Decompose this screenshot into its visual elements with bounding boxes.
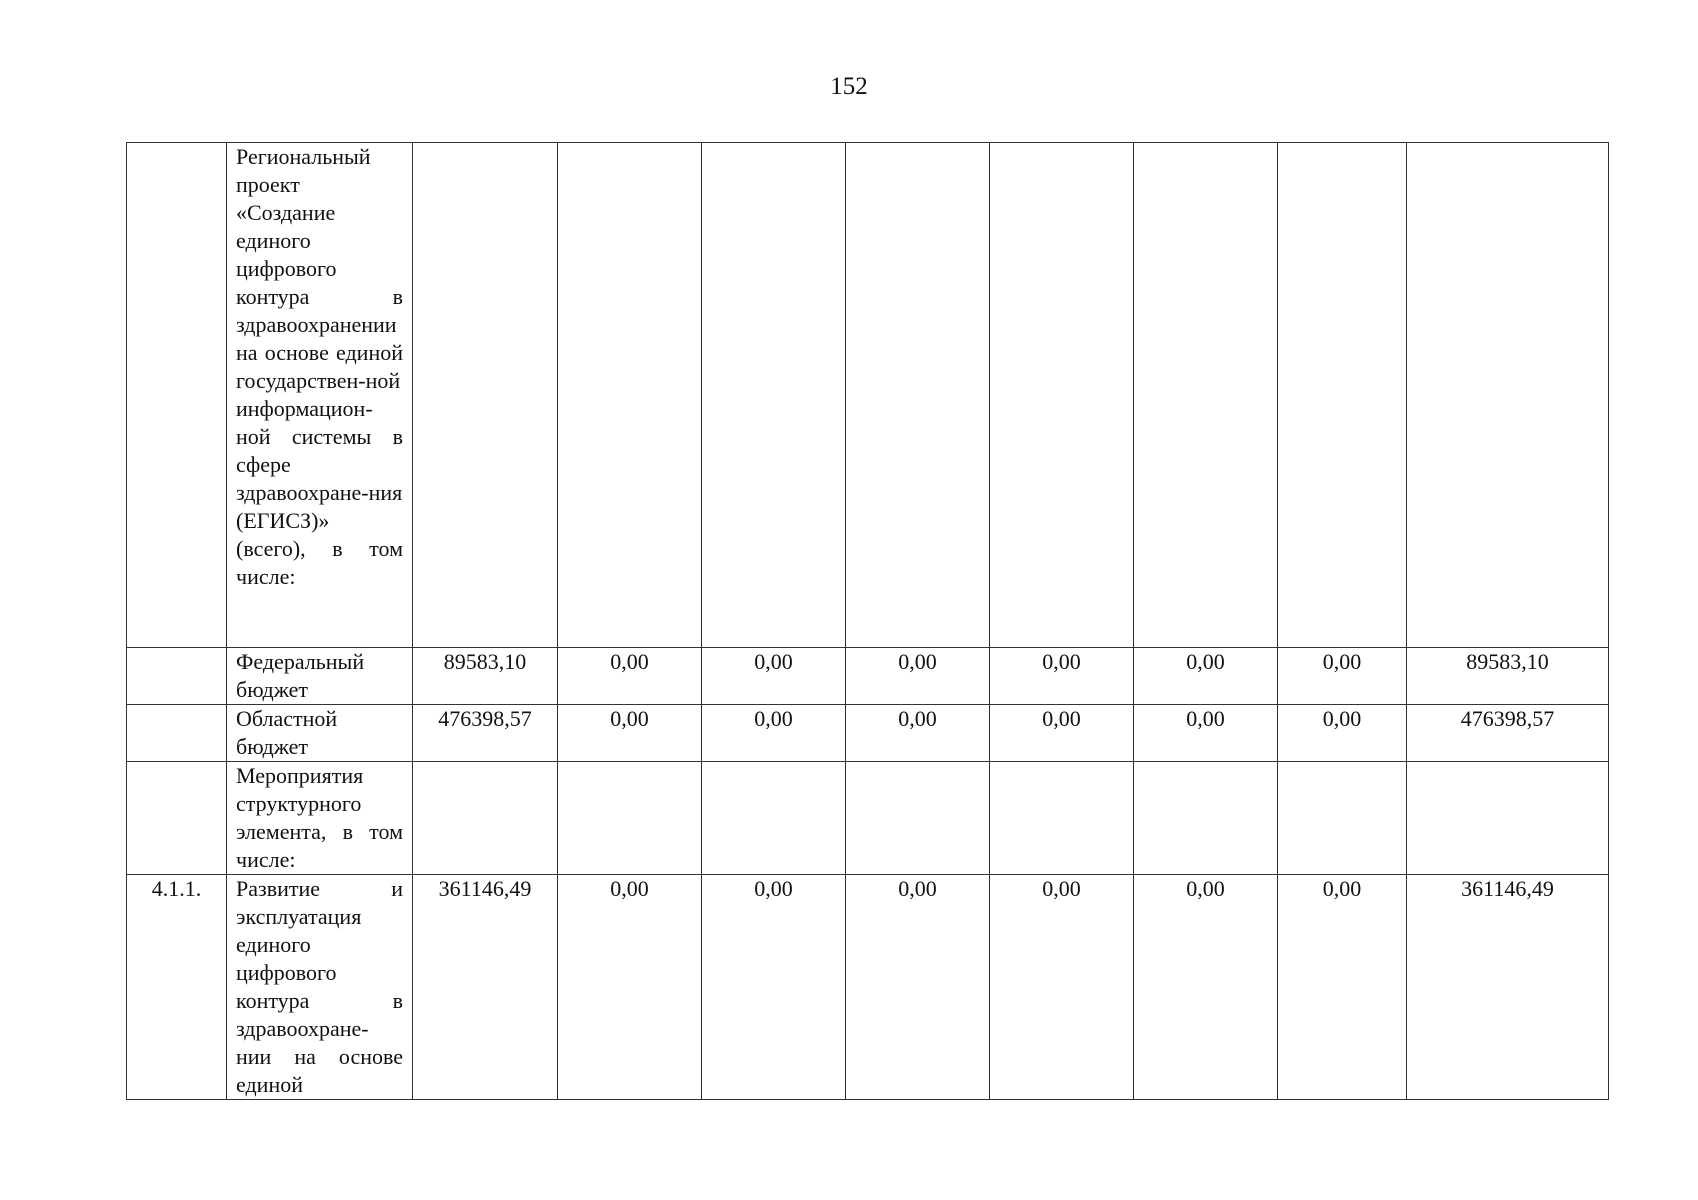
row-label (227, 143, 413, 648)
row-label (227, 875, 413, 1100)
table-row-regional-project (127, 143, 1609, 648)
value-cell (413, 143, 558, 648)
value-cell (1407, 143, 1609, 648)
value-cell (558, 762, 702, 875)
value-cell: 0,00 (1278, 648, 1407, 705)
value-cell: 0,00 (1278, 705, 1407, 762)
value-cell (558, 143, 702, 648)
value-cell: 476398,57 (1407, 705, 1609, 762)
table-row-item-4-1-1 (127, 875, 1609, 1100)
value-cell (1407, 762, 1609, 875)
value-cell: 361146,49 (413, 875, 558, 1100)
row-label-text: Федеральный бюджет (236, 649, 365, 702)
value-cell: 361146,49 (1407, 875, 1609, 1100)
value-cell: 0,00 (558, 875, 702, 1100)
row-label (227, 705, 413, 762)
value-cell (990, 762, 1134, 875)
value-cell (1278, 762, 1407, 875)
value-cell: 0,00 (990, 648, 1134, 705)
value-cell (990, 143, 1134, 648)
value-cell (846, 143, 990, 648)
value-cell: 0,00 (702, 705, 846, 762)
row-label (227, 648, 413, 705)
row-code (127, 705, 227, 762)
row-code (127, 648, 227, 705)
budget-table (126, 142, 1609, 1100)
value-cell: 0,00 (1134, 648, 1278, 705)
value-cell (1134, 762, 1278, 875)
value-cell: 89583,10 (413, 648, 558, 705)
value-cell: 476398,57 (413, 705, 558, 762)
value-cell: 89583,10 (1407, 648, 1609, 705)
value-cell: 0,00 (702, 648, 846, 705)
value-cell: 0,00 (1278, 875, 1407, 1100)
value-cell: 0,00 (702, 875, 846, 1100)
table-row-federal-budget (127, 648, 1609, 705)
row-code (127, 143, 227, 648)
value-cell: 0,00 (990, 875, 1134, 1100)
row-code: 4.1.1. (127, 875, 227, 1100)
row-label-text: Развитие и эксплуатация единого цифрового контура в здравоохране-нии на основе единой (236, 876, 403, 1097)
row-label-text: Региональный проект «Создание единого цифрового контура в здравоохранении на основе единой государствен-ной информацион-ной системы в сфере здравоохране-ния (ЕГИСЗ)» (всего), в том числе: (236, 144, 403, 589)
value-cell: 0,00 (1134, 875, 1278, 1100)
value-cell: 0,00 (990, 705, 1134, 762)
row-label (227, 762, 413, 875)
value-cell (1278, 143, 1407, 648)
value-cell (1134, 143, 1278, 648)
value-cell: 0,00 (846, 875, 990, 1100)
value-cell (413, 762, 558, 875)
value-cell (702, 143, 846, 648)
table-row-regional-budget (127, 705, 1609, 762)
value-cell: 0,00 (558, 648, 702, 705)
value-cell: 0,00 (558, 705, 702, 762)
row-label-text: Мероприятия структурного элемента, в том числе: (236, 763, 403, 872)
value-cell (702, 762, 846, 875)
row-code (127, 762, 227, 875)
row-label-text: Областной бюджет (236, 706, 338, 759)
page-number: 152 (830, 73, 868, 100)
value-cell: 0,00 (846, 648, 990, 705)
value-cell: 0,00 (1134, 705, 1278, 762)
value-cell: 0,00 (846, 705, 990, 762)
table-row-structural-events (127, 762, 1609, 875)
value-cell (846, 762, 990, 875)
